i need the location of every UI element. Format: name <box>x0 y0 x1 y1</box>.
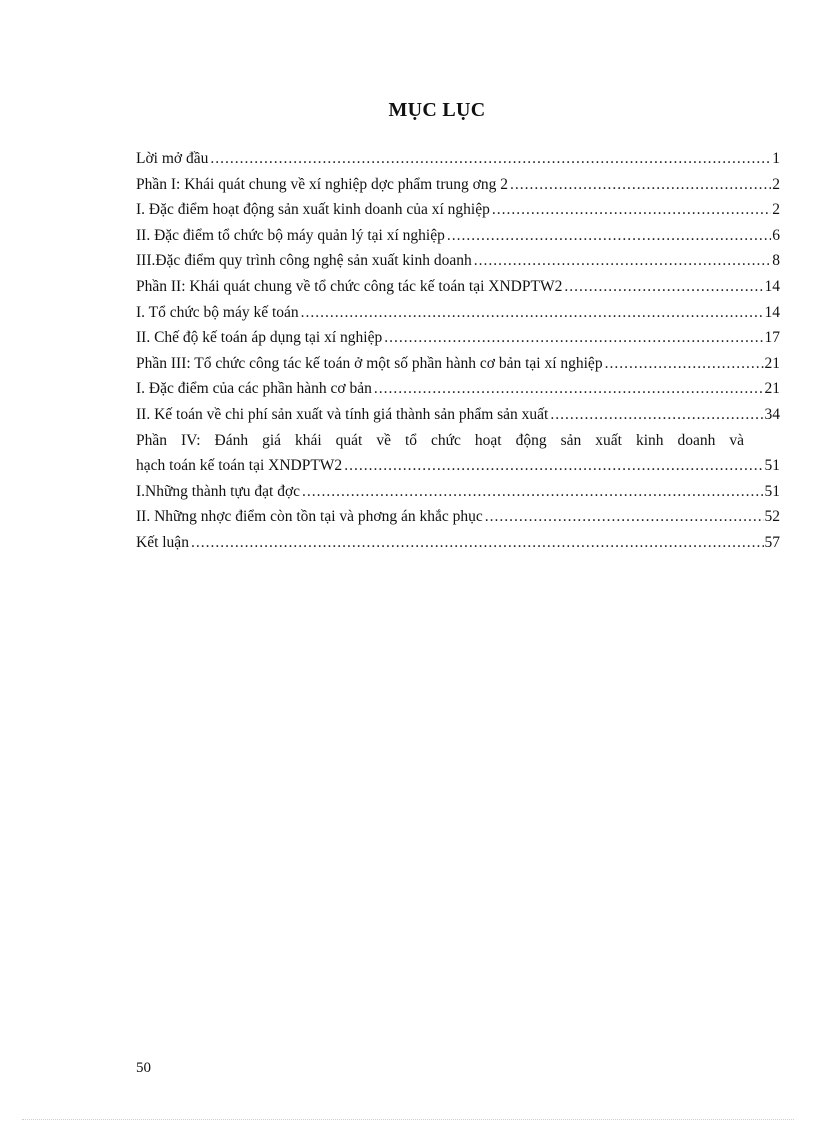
toc-entry-title: I. Đặc điểm hoạt động sản xuất kinh doanh của xí nghiệp <box>136 201 490 219</box>
toc-entry[interactable] <box>136 402 780 428</box>
toc-entry-page: 8 <box>772 252 780 270</box>
toc-entry-title: II. Đặc điểm tổ chức bộ máy quản lý tại xí nghiệp <box>136 226 445 244</box>
page-title: MỤC LỤC <box>388 99 486 121</box>
toc-entry-page: 21 <box>764 380 780 398</box>
toc-entry-title: I.Những thành tựu đạt đợc <box>136 482 301 500</box>
toc-entry-title: III.Đặc điểm quy trình công nghệ sản xuất kinh doanh <box>136 252 472 270</box>
toc-entry-page: 52 <box>764 508 780 526</box>
toc-entry-title: I. Tổ chức bộ máy kế toán <box>136 303 299 321</box>
toc-dot-leader <box>344 453 763 479</box>
page-bottom-divider <box>22 1119 794 1120</box>
toc-dot-leader <box>374 376 764 402</box>
toc-dot-leader <box>384 325 763 351</box>
toc-dot-leader <box>474 248 772 274</box>
toc-entry-title: I. Đặc điểm của các phần hành cơ bản <box>136 380 372 398</box>
toc-entry[interactable] <box>136 325 780 351</box>
toc-dot-leader <box>191 530 764 556</box>
toc-entry-title: Phần II: Khái quát chung về tổ chức công tác kế toán tại XNDPTW2 <box>136 277 563 295</box>
toc-entry-title: Kết luận <box>136 533 189 551</box>
toc-dot-leader <box>510 172 771 198</box>
toc-entry-title: II. Chế độ kế toán áp dụng tại xí nghiệp <box>136 329 383 347</box>
toc-entry[interactable] <box>136 172 780 198</box>
toc-entry-page: 14 <box>764 277 780 295</box>
toc-entry-page: 57 <box>764 533 780 551</box>
toc-entry-page: 1 <box>772 150 780 167</box>
toc-entry[interactable] <box>136 300 780 326</box>
toc-dot-leader <box>492 197 771 223</box>
toc-entry-page: 51 <box>764 482 780 500</box>
toc-entry-page: 14 <box>764 303 780 321</box>
table-of-contents <box>136 146 780 556</box>
toc-entry[interactable] <box>136 479 780 505</box>
toc-dot-leader <box>564 274 763 300</box>
toc-dot-leader <box>210 146 771 172</box>
toc-entry[interactable] <box>136 376 780 402</box>
toc-dot-leader <box>301 300 764 326</box>
toc-entry-title: Phần IV: Đánh giá khái quát về tổ chức hoạt động sản xuất kinh doanh và <box>136 431 744 449</box>
toc-entry-page: 34 <box>764 405 780 423</box>
toc-entry-title: Phần III: Tổ chức công tác kế toán ở một số phần hành cơ bản tại xí nghiệp <box>136 354 603 372</box>
toc-entry[interactable] <box>136 274 780 300</box>
toc-entry[interactable] <box>136 223 780 249</box>
toc-entry-page: 21 <box>764 354 780 372</box>
toc-entry[interactable] <box>136 504 780 530</box>
toc-entry-page: 6 <box>772 226 780 244</box>
toc-entry-page: 2 <box>772 201 780 219</box>
page-number: 50 <box>136 1060 151 1076</box>
toc-entry-page: 17 <box>764 329 780 347</box>
toc-entry[interactable] <box>136 248 780 274</box>
toc-dot-leader <box>605 351 764 377</box>
toc-entry[interactable] <box>136 453 780 479</box>
toc-entry-title: hạch toán kế toán tại XNDPTW2 <box>136 457 343 475</box>
toc-entry[interactable] <box>136 197 780 223</box>
toc-dot-leader <box>447 223 771 249</box>
toc-entry[interactable] <box>136 146 780 172</box>
toc-entry-title: Lời mở đầu <box>136 150 209 167</box>
toc-entry-page: 51 <box>764 457 780 475</box>
toc-dot-leader <box>485 504 764 530</box>
toc-dot-leader <box>550 402 763 428</box>
toc-entry-title: II. Những nhợc điểm còn tồn tại và phơng án khắc phục <box>136 508 483 526</box>
toc-entry-title: II. Kế toán về chi phí sản xuất và tính giá thành sản phẩm sản xuất <box>136 405 549 423</box>
toc-entry[interactable] <box>136 351 780 377</box>
toc-entry[interactable] <box>136 428 780 454</box>
toc-dot-leader <box>302 479 763 505</box>
toc-entry[interactable] <box>136 530 780 556</box>
toc-entry-title: Phần I: Khái quát chung về xí nghiệp dợc phẩm trung ơng 2 <box>136 175 508 193</box>
toc-entry-page: 2 <box>772 175 780 193</box>
